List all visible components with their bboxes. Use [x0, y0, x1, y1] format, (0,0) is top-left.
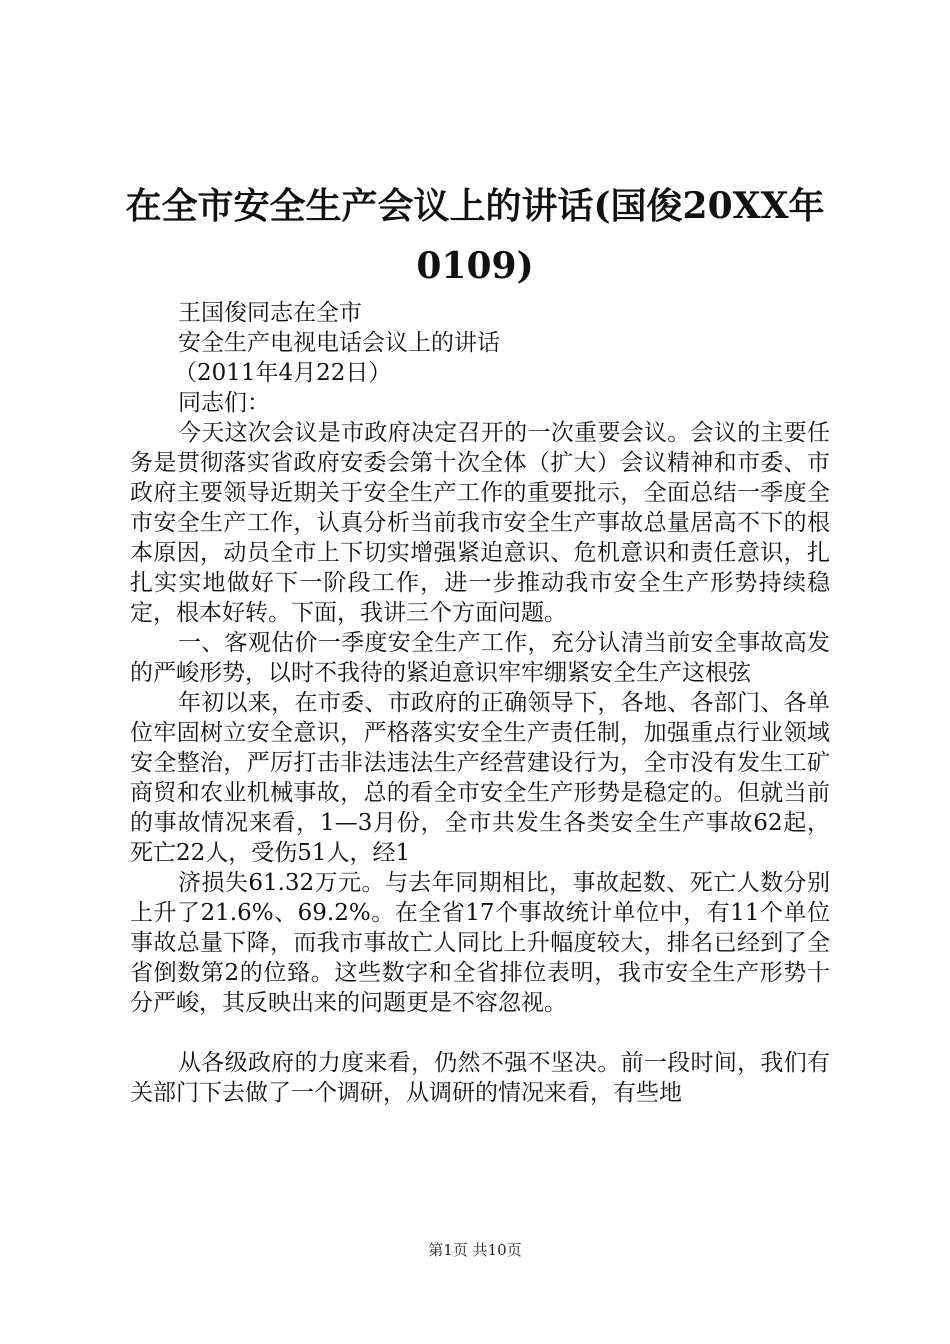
- document-body: [130, 298, 830, 1108]
- body-paragraph: 今天这次会议是市政府决定召开的一次重要会议。会议的主要任务是贯彻落实省政府安委会第十次全体（扩大）会议精神和市委、市政府主要领导近期关于安全生产工作的重要批示，全面总结一季度全市安全生产工作，认真分析当前我市安全生产事故总量居高不下的根本原因，动员全市上下切实增强紧迫意识、危机意识和责任意识，扎扎实实地做好下一阶段工作，进一步推动我市安全生产形势持续稳定，根本好转。下面，我讲三个方面问题。: [130, 420, 830, 626]
- body-paragraph: 安全生产电视电话会议上的讲话: [178, 330, 500, 356]
- body-paragraph: 年初以来，在市委、市政府的正确领导下，各地、各部门、各单位牢固树立安全意识，严格落实安全生产责任制，加强重点行业领域安全整治，严厉打击非法违法生产经营建设行为，全市没有发生工矿商贸和农业机械事故，总的看全市安全生产形势是稳定的。但就当前的事故情况来看，1—3月份，全市共发生各类安全生产事故62起，死亡22人，受伤51人，经1: [130, 690, 830, 866]
- page-number: 第1页 共10页: [428, 1241, 522, 1259]
- body-paragraph: （2011年4月22日）: [174, 360, 392, 386]
- body-paragraph: 同志们：: [178, 390, 270, 416]
- body-paragraph: 王国俊同志在全市: [178, 300, 362, 326]
- document-title: 在全市安全生产会议上的讲话(国俊20XX年0109): [125, 185, 825, 287]
- body-paragraph: 济损失61.32万元。与去年同期相比，事故起数、死亡人数分别上升了21.6%、69.2%。在全省17个事故统计单位中，有11个单位事故总量下降，而我市事故亡人同比上升幅度较大，排名已经到了全省倒数第2的位臵。这些数字和全省排位表明，我市安全生产形势十分严峻，其反映出来的问题更是不容忽视。: [130, 870, 830, 1016]
- body-paragraph: 从各级政府的力度来看，仍然不强不坚决。前一段时间，我们有关部门下去做了一个调研，从调研的情况来看，有些地: [130, 1050, 830, 1106]
- section-heading: 一、客观估价一季度安全生产工作，充分认清当前安全事故高发的严峻形势，以时不我待的紧迫意识牢牢绷紧安全生产这根弦: [130, 630, 830, 686]
